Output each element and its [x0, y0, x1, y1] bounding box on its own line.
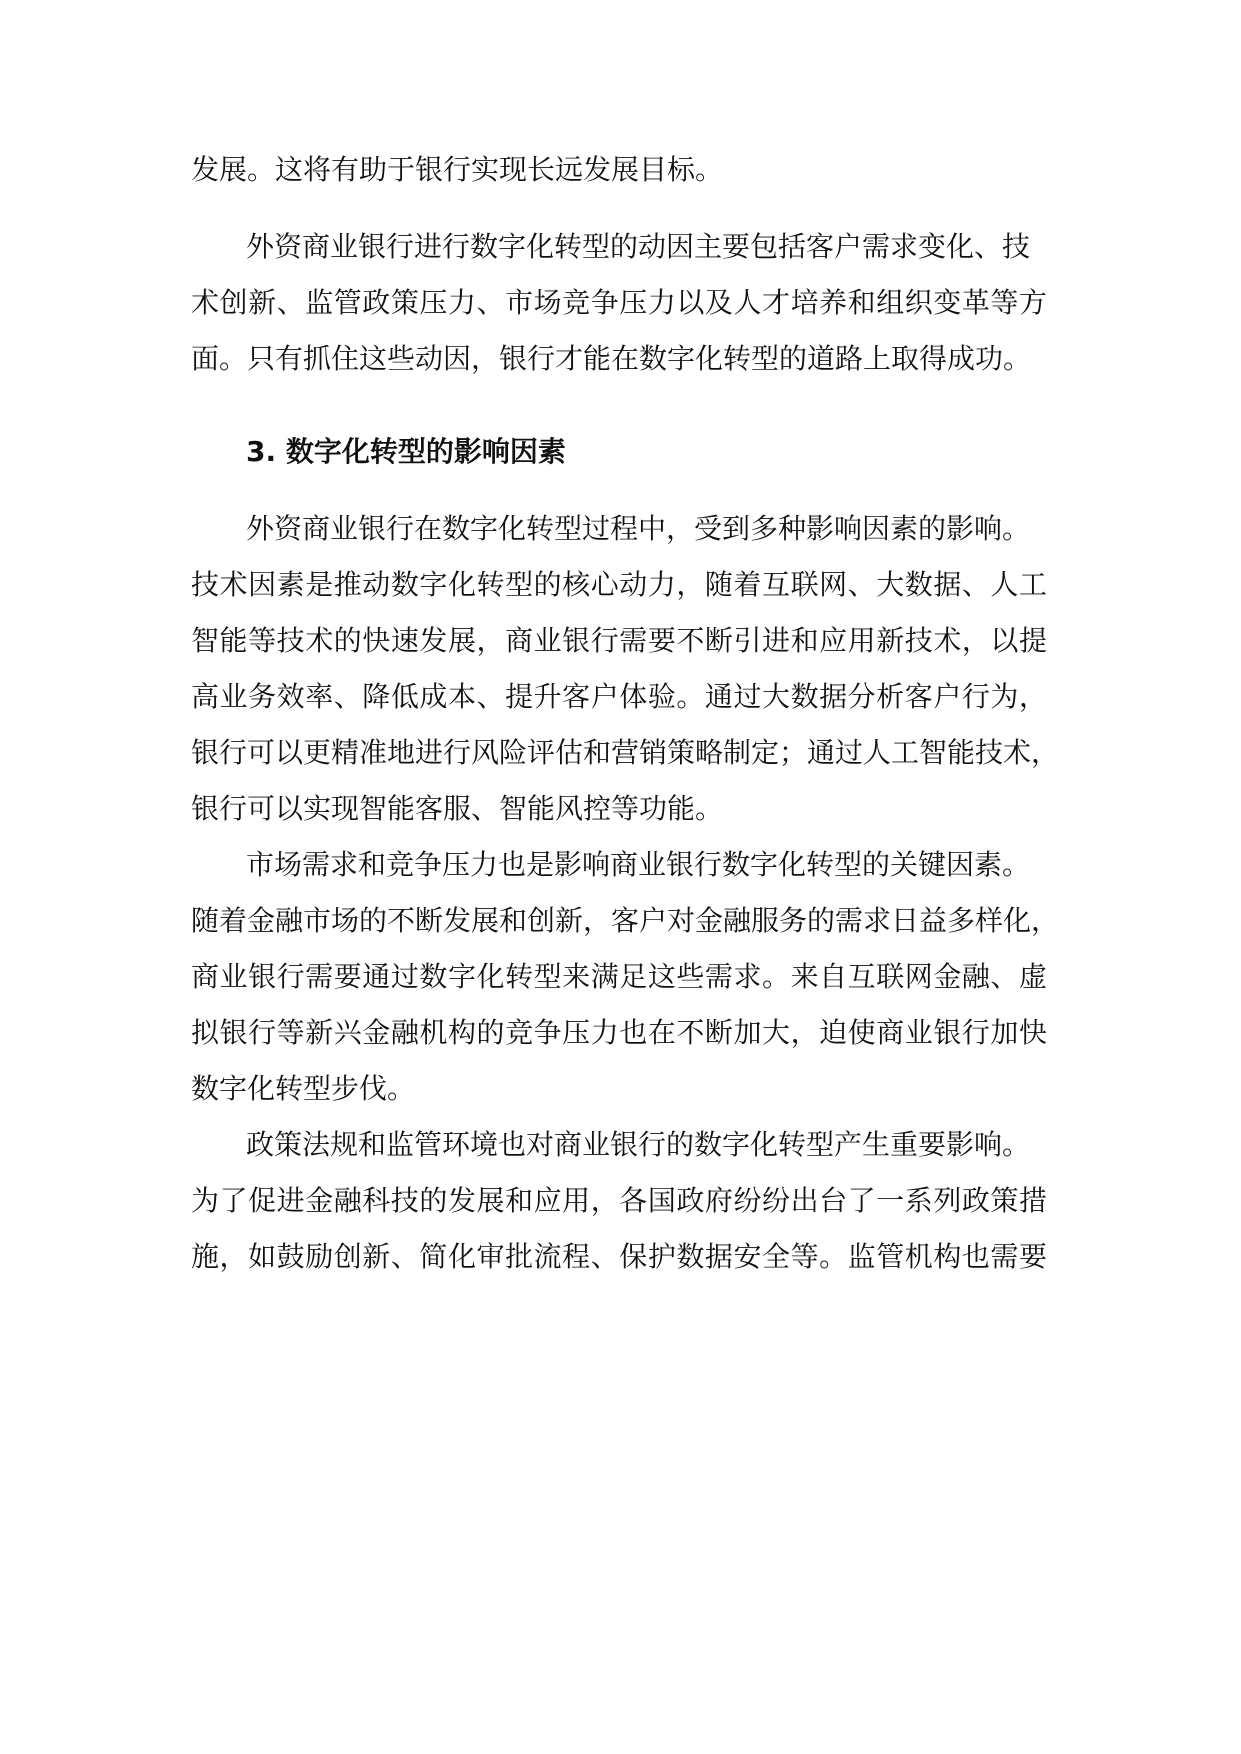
paragraph-line: 技术因素是推动数字化转型的核心动力，随着互联网、大数据、人工	[191, 568, 1047, 601]
paragraph-line: 数字化转型步伐。	[191, 1072, 416, 1105]
paragraph-line: 发展。这将有助于银行实现长远发展目标。	[191, 153, 724, 186]
paragraph-line: 银行可以实现智能客服、智能风控等功能。	[191, 792, 724, 825]
paragraph-line: 银行可以更精准地进行风险评估和营销策略制定；通过人工智能技术，	[191, 736, 1060, 769]
paragraph-line: 外资商业银行进行数字化转型的动因主要包括客户需求变化、技	[246, 230, 1031, 263]
paragraph-line: 高业务效率、降低成本、提升客户体验。通过大数据分析客户行为，	[191, 680, 1047, 713]
section-heading: 3. 数字化转型的影响因素	[246, 435, 566, 468]
paragraph-line: 外资商业银行在数字化转型过程中，受到多种影响因素的影响。	[246, 512, 1031, 545]
paragraph-line: 术创新、监管政策压力、市场竞争压力以及人才培养和组织变革等方	[191, 286, 1047, 319]
paragraph-line: 拟银行等新兴金融机构的竞争压力也在不断加大，迫使商业银行加快	[191, 1016, 1047, 1049]
paragraph-line: 市场需求和竞争压力也是影响商业银行数字化转型的关键因素。	[246, 848, 1031, 881]
paragraph-line: 政策法规和监管环境也对商业银行的数字化转型产生重要影响。	[246, 1128, 1031, 1161]
paragraph-line: 施，如鼓励创新、简化审批流程、保护数据安全等。监管机构也需要	[191, 1240, 1047, 1273]
paragraph-line: 随着金融市场的不断发展和创新，客户对金融服务的需求日益多样化，	[191, 904, 1060, 937]
paragraph-line: 面。只有抓住这些动因，银行才能在数字化转型的道路上取得成功。	[191, 342, 1032, 375]
paragraph-line: 智能等技术的快速发展，商业银行需要不断引进和应用新技术，以提	[191, 624, 1047, 657]
paragraph-line: 商业银行需要通过数字化转型来满足这些需求。来自互联网金融、虚	[191, 960, 1047, 993]
paragraph-line: 为了促进金融科技的发展和应用，各国政府纷纷出台了一系列政策措	[191, 1184, 1047, 1217]
